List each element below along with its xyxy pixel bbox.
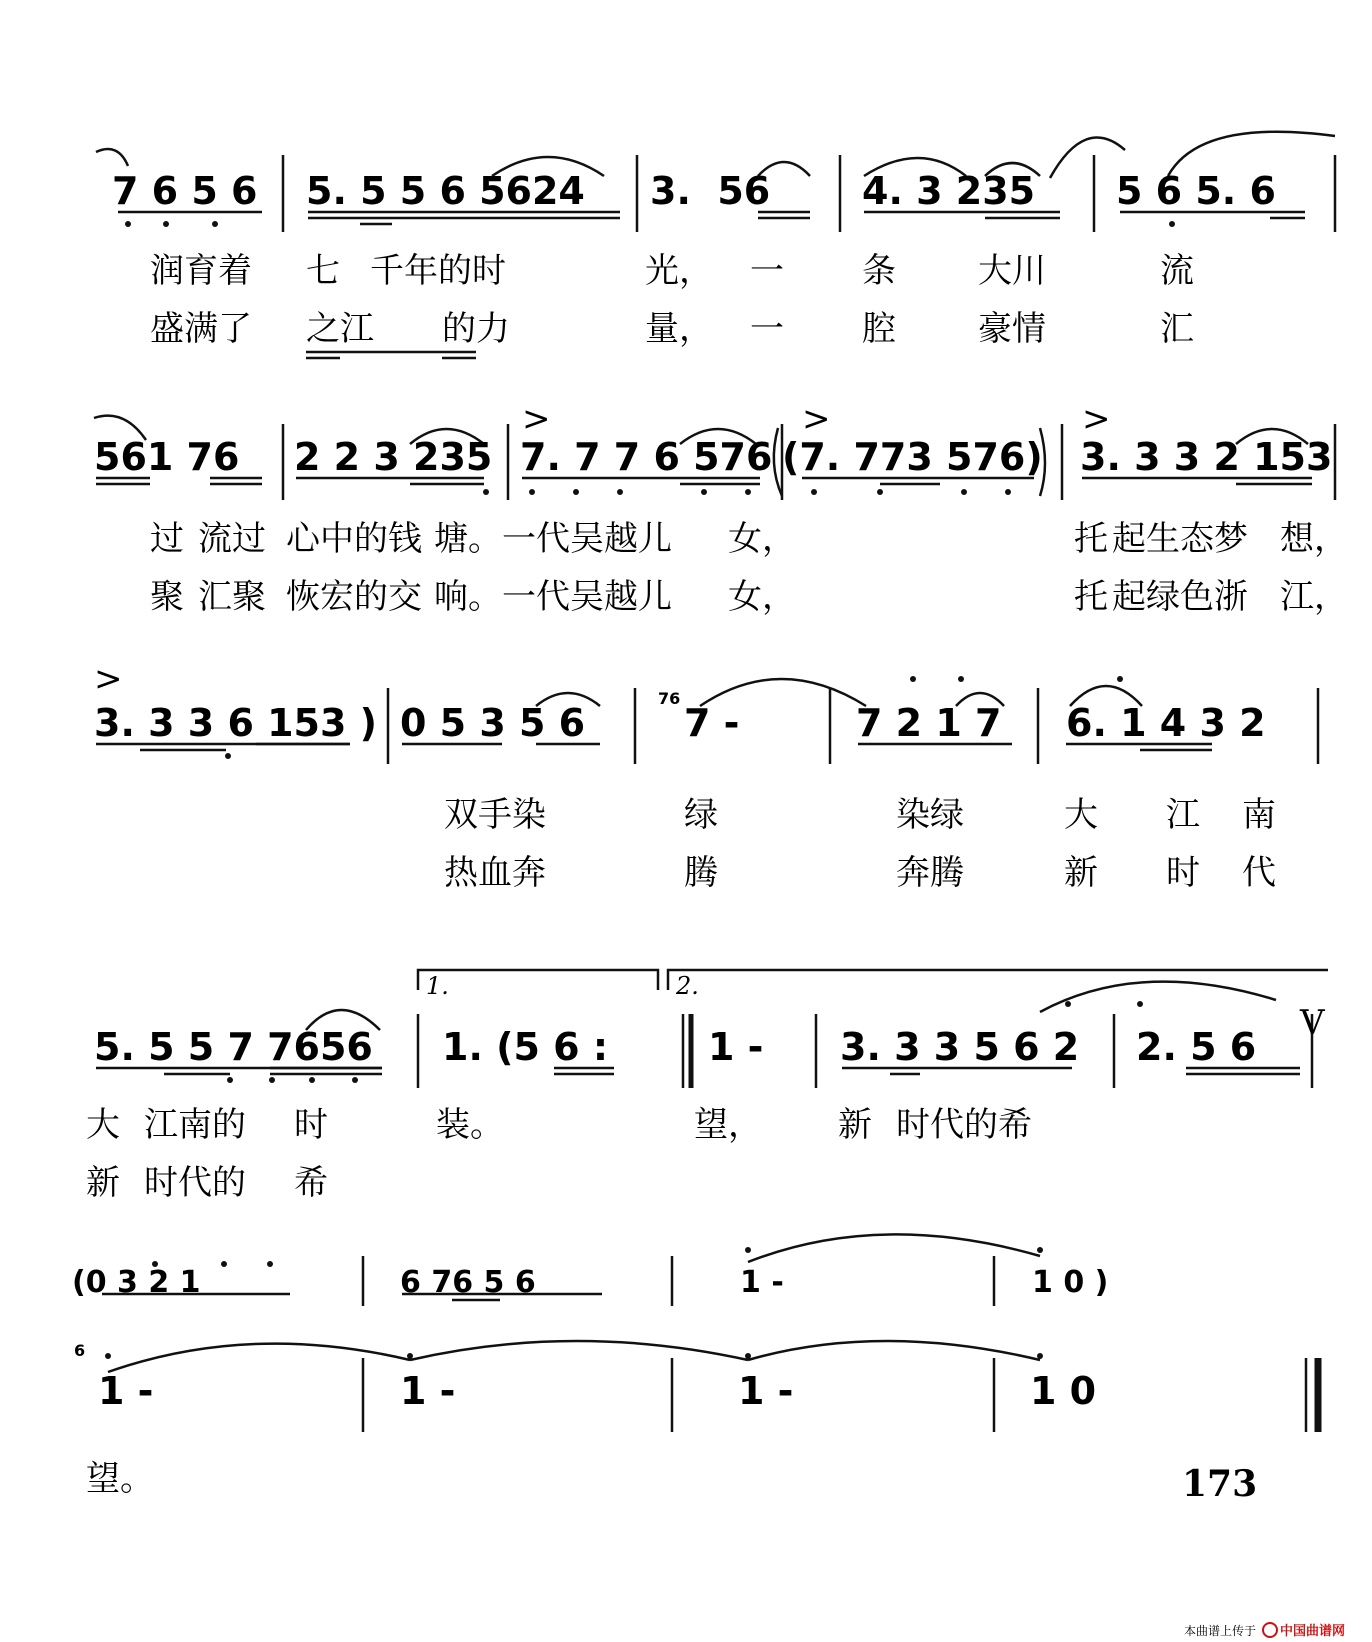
system-3-lyric-1-d: 大 xyxy=(1064,795,1098,835)
system-2-accent-2: > xyxy=(802,399,831,439)
volta-2: 2. xyxy=(676,972,699,1000)
system-1-measure-3: 3. 56 xyxy=(650,169,771,213)
system-1-measure-1: 7 6 5 6 xyxy=(112,169,258,213)
system-1-lyric-1-h: 流 xyxy=(1160,251,1194,291)
system-2-lyric-2-a: 聚 xyxy=(150,577,184,617)
system-1-lyric-2-d: 量， xyxy=(645,309,713,349)
system-1-measure-5: 5 6 5. 6 xyxy=(1116,169,1276,213)
system-4-lyric-2-a: 新 xyxy=(86,1163,120,1203)
system-1-lyric-1-a: 润育着 xyxy=(150,251,252,291)
system-2-lyric-1-c: 心中的钱 xyxy=(286,519,422,559)
system-3-measure-3: 7 - xyxy=(684,701,740,745)
system-2-accent-3: > xyxy=(1082,399,1111,439)
system-3-accent: > xyxy=(94,659,123,699)
system-2-lyric-1-e: 女， xyxy=(728,519,796,559)
system-6-grace: 6 xyxy=(74,1341,86,1360)
system-4-measure-4: 3. 3 3 5 6 2 xyxy=(840,1025,1080,1069)
system-6-lyric: 望。 xyxy=(86,1459,154,1499)
system-5-measure-4: 1 0 ) xyxy=(1032,1265,1109,1300)
footer-upload-text: 本曲谱上传于 xyxy=(1184,1624,1257,1638)
footer-site-name[interactable]: 中国曲谱网 xyxy=(1280,1624,1346,1639)
system-2-lyric-2-b: 汇聚 xyxy=(198,577,266,617)
system-1-lyric-2-e: 一 xyxy=(750,309,784,349)
system-4-measure-2: 1. (5 6 : xyxy=(442,1025,609,1069)
system-4-lyric-1-d: 装。 xyxy=(436,1105,504,1145)
system-1-lyric-1-b: 七 xyxy=(306,251,340,291)
system-2-lyric-1-g: 起生态梦 xyxy=(1112,519,1248,559)
system-3-measure-4: 7 2 1 7 xyxy=(856,701,1002,745)
system-3-lyric-2-a: 热血奔 xyxy=(444,853,546,893)
system-6-measure-1: 1 - xyxy=(98,1369,154,1413)
system-4-measure-3: 1 - xyxy=(708,1025,764,1069)
system-1-lyric-2-b: 之江 xyxy=(306,309,374,349)
system-1-lyric-2-a: 盛满了 xyxy=(150,309,252,349)
system-2-lyric-1-d: 塘。一代吴越儿 xyxy=(434,519,672,559)
site-logo-icon xyxy=(1263,1623,1277,1637)
system-2-measure-5: 3. 3 3 2 153 xyxy=(1080,435,1333,479)
system-1-lyric-1-g: 大川 xyxy=(978,251,1046,291)
system-1-measure-2: 5. 5 5 6 5624 xyxy=(306,169,585,213)
system-3-grace: 76 xyxy=(658,689,681,708)
system-1-lyric-1-f: 条 xyxy=(862,251,896,291)
system-5-measure-2: 6 76 5 6 xyxy=(400,1265,536,1300)
system-4-lyric-1-c: 时 xyxy=(294,1105,328,1145)
system-5-measure-3: 1 - xyxy=(740,1265,784,1300)
system-2-lyric-1-f: 托 xyxy=(1074,519,1108,559)
system-1-lyric-1-e: 一 xyxy=(750,251,784,291)
system-2-lyric-1-b: 流过 xyxy=(198,519,266,559)
system-4-lyric-1-a: 大 xyxy=(86,1105,120,1145)
breath-mark: V xyxy=(1300,1003,1325,1043)
system-2-measure-2: 2 2 3 235 xyxy=(294,435,493,479)
system-1-lyric-2-h: 汇 xyxy=(1160,309,1194,349)
volta-1: 1. xyxy=(426,972,449,1000)
system-1-lyric-2-g: 豪情 xyxy=(978,309,1046,349)
system-4-lyric-1-e: 望， xyxy=(694,1105,762,1145)
system-2-lyric-2-e: 女， xyxy=(728,577,796,617)
system-2-measure-4: (7. 773 576) xyxy=(782,435,1043,479)
system-2-lyric-2-g: 起绿色浙 xyxy=(1112,577,1248,617)
system-6-measure-2: 1 - xyxy=(400,1369,456,1413)
system-4-lyric-1-b: 江南的 xyxy=(144,1105,246,1145)
system-3-measure-2: 0 5 3 5 6 xyxy=(400,701,586,745)
system-3-lyric-1-c: 染绿 xyxy=(896,795,964,835)
system-3-lyric-2-b: 腾 xyxy=(684,853,718,893)
system-4-lyric-2-b: 时代的 xyxy=(144,1163,246,1203)
system-4-lyric-1-g: 时代的希 xyxy=(896,1105,1032,1145)
system-3-lyric-1-a: 双手染 xyxy=(444,795,546,835)
system-5-measure-1: (0 3 2 1 xyxy=(72,1265,201,1300)
system-2-lyric-2-h: 江， xyxy=(1280,577,1348,617)
system-3-lyric-2-d: 新 xyxy=(1064,853,1098,893)
system-4-measure-1: 5. 5 5 7 7656 xyxy=(94,1025,373,1069)
system-2-lyric-2-c: 恢宏的交 xyxy=(286,577,422,617)
system-4-measure-5: 2. 5 6 xyxy=(1136,1025,1257,1069)
system-2-measure-1: 561 76 xyxy=(94,435,240,479)
system-1-lyric-1-c: 千年的时 xyxy=(370,251,506,291)
system-3-lyric-1-b: 绿 xyxy=(684,795,718,835)
system-2-lyric-1-a: 过 xyxy=(150,519,184,559)
system-3-lyric-2-f: 代 xyxy=(1242,853,1276,893)
page-number: 173 xyxy=(1182,1463,1258,1505)
system-3-measure-5: 6. 1 4 3 2 xyxy=(1066,701,1266,745)
system-2-lyric-2-d: 响。一代吴越儿 xyxy=(434,577,672,617)
system-2-lyric-2-f: 托 xyxy=(1074,577,1108,617)
system-1-measure-4: 4. 3 235 xyxy=(862,169,1036,213)
system-3-measure-1: 3. 3 3 6 153 ) xyxy=(94,701,378,745)
system-2-measure-3: 7. 7 7 6 576 xyxy=(520,435,773,479)
system-1-lyric-1-d: 光， xyxy=(645,251,713,291)
system-4-lyric-2-c: 希 xyxy=(294,1163,328,1203)
system-6-measure-3: 1 - xyxy=(738,1369,794,1413)
system-1-lyric-2-c: 的力 xyxy=(442,309,510,349)
system-2-accent-1: > xyxy=(522,399,551,439)
system-3-lyric-1-f: 南 xyxy=(1242,795,1276,835)
system-1-lyric-2-f: 腔 xyxy=(862,309,896,349)
system-3-lyric-2-e: 时 xyxy=(1166,853,1200,893)
system-6-measure-4: 1 0 xyxy=(1030,1369,1097,1413)
system-4-lyric-1-f: 新 xyxy=(838,1105,872,1145)
system-2-lyric-1-h: 想， xyxy=(1280,519,1348,559)
system-3-lyric-2-c: 奔腾 xyxy=(896,853,964,893)
system-3-lyric-1-e: 江 xyxy=(1166,795,1200,835)
